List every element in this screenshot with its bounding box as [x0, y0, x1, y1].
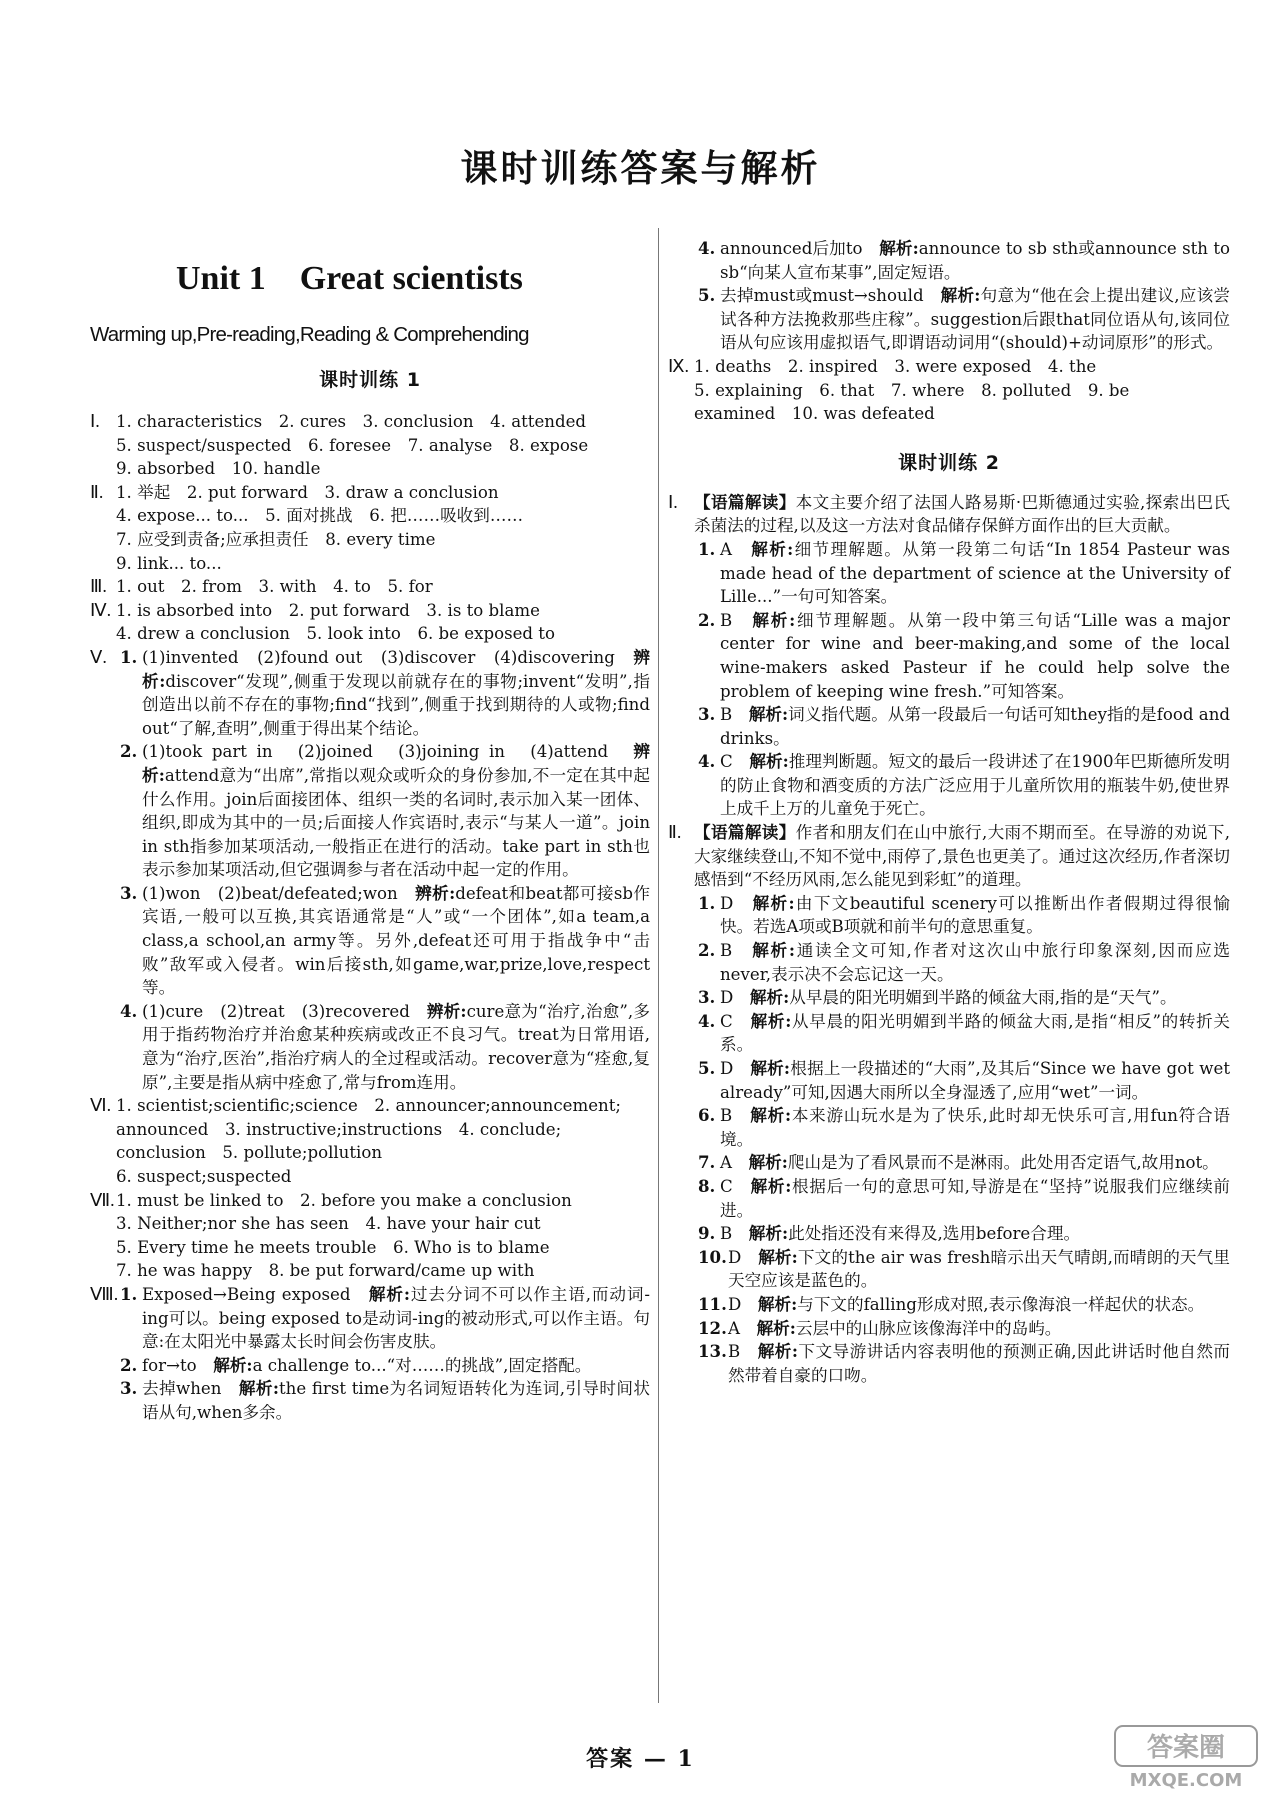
answer-item	[694, 892, 1230, 939]
item-number: 4.	[698, 1010, 716, 1031]
answer-line: 5. explaining 6. that 7. where 8. polluted 9. be	[694, 380, 1130, 400]
answer-line: conclusion 5. pollute;pollution	[116, 1143, 383, 1163]
item-label: 解析:	[748, 1152, 788, 1173]
answer-line: 9. link... to...	[116, 553, 222, 573]
item-label: 解析:	[749, 987, 790, 1008]
item-body	[728, 1246, 1230, 1293]
answer-line: 1. scientist;scientific;science 2. announcer;announcement;	[116, 1096, 621, 1116]
answer-line: 7. he was happy 8. be put forward/came up with	[116, 1261, 535, 1281]
group-lines	[116, 599, 650, 646]
answer-item	[694, 538, 1230, 609]
group-lines	[116, 575, 650, 599]
section-vii-lines	[116, 1189, 650, 1283]
item-answer: A	[720, 539, 732, 559]
item-explanation: 推理判断题。短文的最后一段讲述了在1900年巴斯德所发明的防止食物和酒变质的方法广泛应用于儿童所饮用的瓶装牛奶,使世界上成千上万的儿童免于死亡。	[720, 752, 1230, 819]
item-explanation: a challenge to...“对……的挑战”,固定搭配。	[252, 1355, 592, 1375]
answer-item	[116, 740, 650, 882]
item-label: 解析:	[940, 285, 981, 306]
item-number: 3.	[120, 1378, 138, 1399]
item-answer: (1)won (2)beat/defeated;won	[142, 883, 398, 903]
answer-line: 1. characteristics 2. cures 3. conclusion 4. attended	[116, 412, 587, 431]
answer-item	[694, 750, 1230, 821]
intro-text: 本文主要介绍了法国人路易斯·巴斯德通过实验,探索出巴氏杀菌法的过程,以及这一方法对食品储存保鲜方面作出的巨大贡献。	[694, 492, 1230, 536]
item-answer: (1)cure (2)treat (3)recovered	[142, 1001, 410, 1021]
item-body	[720, 538, 1230, 609]
roman-numeral: Ⅲ.	[90, 576, 107, 597]
section-vi	[90, 1094, 650, 1188]
item-explanation: discover“发现”,侧重于发现以前就存在的事物;invent“发明”,指创造出以前不存在的事物;find“找到”,侧重于找到期待的人或物;find out“了解,查明”,侧重于得出某个结论。	[142, 671, 650, 738]
item-body	[142, 1000, 650, 1094]
answer-line: 9. absorbed 10. handle	[116, 459, 321, 479]
item-number: 3.	[698, 987, 716, 1008]
item-body	[720, 237, 1230, 284]
item-answer: D	[728, 1247, 742, 1267]
item-label: 解析:	[238, 1378, 279, 1399]
item-answer: B	[720, 1224, 733, 1244]
section-v-items	[116, 646, 650, 1094]
item-number: 4.	[120, 1000, 138, 1021]
answer-line: announced 3. instructive;instructions 4. conclude;	[116, 1119, 562, 1139]
item-label: 解析:	[751, 538, 794, 559]
answer-item	[694, 1246, 1230, 1293]
answer-line: 5. suspect/suspected 6. foresee 7. analyse 8. expose	[116, 435, 589, 455]
item-label: 辨析:	[142, 646, 651, 691]
item-answer: C	[720, 1011, 733, 1031]
lesson1-groups	[90, 410, 650, 646]
item-answer: Exposed→Being exposed	[142, 1284, 351, 1304]
item-label: 解析:	[750, 1175, 792, 1196]
lesson1-heading: 课时训练 1	[319, 369, 421, 391]
item-body	[720, 1175, 1230, 1222]
item-body	[720, 1151, 1230, 1175]
answer-item	[116, 882, 650, 1000]
item-answer: C	[720, 752, 733, 772]
answer-item	[694, 1010, 1230, 1057]
section-ix	[668, 355, 1230, 426]
item-number: 4.	[698, 751, 716, 772]
item-answer: (1)took part in (2)joined (3)joining in (4)attend	[142, 742, 609, 762]
item-body	[720, 609, 1230, 703]
item-explanation: 下文的the air was fresh暗示出天气晴朗,而晴朗的天气里天空应该是蓝色的。	[728, 1247, 1230, 1291]
item-explanation: 通读全文可知,作者对这次山中旅行印象深刻,因而应选never,表示决不会忘记这一天。	[720, 941, 1230, 984]
roman-numeral: Ⅰ.	[90, 411, 100, 431]
item-number: 12.	[698, 1317, 727, 1338]
section-vii	[90, 1189, 650, 1283]
item-explanation: 从早晨的阳光明媚到半路的倾盆大雨,指的是“天气”。	[789, 988, 1177, 1008]
item-number: 1.	[120, 646, 138, 667]
answer-line: examined 10. was defeated	[694, 404, 935, 424]
intro-text: 作者和朋友们在山中旅行,大雨不期而至。在导游的劝说下,大家继续登山,不知不觉中,雨停了,景色也更美了。通过这次经历,作者深切感悟到“不经历风雨,怎么能见到彩虹”的道理。	[694, 823, 1230, 890]
item-label: 解析:	[748, 1223, 789, 1244]
item-body	[728, 1340, 1230, 1387]
answer-group	[90, 575, 650, 599]
item-number: 10.	[698, 1246, 727, 1267]
item-number: 5.	[698, 285, 716, 306]
item-answer: D	[728, 1294, 742, 1314]
item-label: 解析:	[757, 1341, 798, 1362]
item-number: 7.	[698, 1152, 716, 1173]
item-body	[142, 740, 650, 882]
answer-line: 1. is absorbed into 2. put forward 3. is to blame	[116, 600, 540, 620]
item-label: 解析:	[368, 1283, 410, 1304]
item-body	[142, 882, 650, 1000]
item-explanation: 词义指代题。从第一段最后一句话可知they指的是food and drinks。	[720, 705, 1231, 748]
item-answer: B	[720, 1106, 733, 1126]
answer-line: 3. Neither;nor she has seen 4. have your hair cut	[116, 1214, 541, 1234]
item-label: 解析:	[757, 1293, 798, 1314]
answer-line: 1. 举起 2. put forward 3. draw a conclusion	[116, 482, 499, 502]
item-explanation: 此处指还没有来得及,选用before合理。	[788, 1224, 1081, 1244]
section-v	[90, 646, 650, 1094]
item-label: 解析:	[749, 751, 789, 772]
item-number: 3.	[698, 704, 716, 725]
answer-line: 7. 应受到责备;应承担责任 8. every time	[116, 529, 436, 549]
item-explanation: the first time为名词短语转化为连词,引导时间状语从句,when多余。	[142, 1379, 650, 1422]
item-body	[728, 1293, 1230, 1317]
answer-item	[694, 1151, 1230, 1175]
answer-item	[694, 1340, 1230, 1387]
roman-numeral: Ⅳ.	[90, 599, 112, 620]
item-label: 解析:	[752, 892, 795, 913]
roman-numeral: Ⅴ.	[90, 646, 107, 667]
item-label: 解析:	[879, 238, 919, 258]
item-number: 4.	[698, 238, 716, 258]
answer-line: 6. suspect;suspected	[116, 1167, 292, 1186]
item-explanation: attend意为“出席”,常指以观众或听众的身份参加,不一定在其中起什么作用。join后面接团体、组织一类的名词时,表示加入某一团体、组织,即成为其中的一员;后面接人作宾语时,表示“与某人一道”。join in sth指参加某项活动,一般指正在进行的活动。take part in sth也表示参加某项活动,但它强调参与者在活动中起一定的作用。	[142, 765, 650, 880]
section-subtitle: Warming up,Pre-reading,Reading & Comprehending	[90, 323, 529, 346]
answer-line: 5. Every time he meets trouble 6. Who is to blame	[116, 1237, 550, 1257]
watermark-logo	[1111, 1722, 1261, 1792]
item-label: 辨析:	[142, 741, 650, 785]
answer-line: 1. must be linked to 2. before you make a conclusion	[116, 1190, 572, 1210]
item-body	[720, 1104, 1230, 1151]
item-label: 辨析:	[426, 1000, 467, 1021]
answer-item	[116, 1354, 650, 1378]
item-answer: B	[720, 610, 733, 630]
answer-line: 4. expose... to... 5. 面对挑战 6. 把……吸收到……	[116, 506, 524, 526]
roman-numeral: Ⅷ.	[90, 1283, 119, 1304]
right-column	[668, 237, 1230, 1387]
item-label: 解析:	[750, 1058, 791, 1078]
item-explanation: 下文导游讲话内容表明他的预测正确,因此讲话时他自然而然带着自豪的口吻。	[728, 1342, 1230, 1385]
item-answer: (1)invented (2)found out (3)discover (4)discovering	[142, 647, 615, 667]
item-body	[720, 284, 1230, 355]
item-answer: C	[720, 1176, 733, 1196]
page-number: 答案 — 1	[586, 1746, 695, 1772]
item-explanation: 过去分词不可以作主语,而动词-ing可以。being exposed to是动词-ing的被动形式,可以作主语。句意:在太阳光中暴露太长时间会伤害皮肤。	[142, 1284, 650, 1352]
item-body	[720, 939, 1230, 986]
item-explanation: 句意为“他在会上提出建议,应该尝试各种方法挽救那些庄稼”。suggestion后跟that同位语从句,该同位语从句应该用虚拟语气,即谓语动词用“(should)+动词原形”的形式。	[720, 286, 1230, 353]
answer-item	[694, 237, 1230, 284]
item-number: 9.	[698, 1223, 716, 1244]
answer-item	[694, 1104, 1230, 1151]
item-explanation: announce to sb sth或announce sth to sb“向某人宣布某事”,固定短语。	[720, 239, 1231, 282]
answer-item	[694, 986, 1230, 1010]
item-number: 1.	[120, 1283, 138, 1304]
page-title: 课时训练答案与解析	[460, 147, 821, 190]
item-answer: A	[728, 1318, 740, 1338]
item-body	[728, 1317, 1230, 1341]
discourse-intro	[694, 491, 1230, 538]
item-label: 解析:	[748, 704, 789, 725]
answer-group	[90, 410, 650, 481]
answer-item	[694, 1317, 1230, 1341]
item-label: 辨析:	[415, 882, 456, 903]
section-viii-continued	[668, 237, 1230, 355]
item-explanation: 细节理解题。从第一段中第三句话“Lille was a major center for wine and beer-making,and some of the local wine-makers asked Pasteur if he could help solve the problem of keeping wine fresh.”可知答案。	[720, 610, 1230, 701]
item-body	[142, 646, 650, 740]
roman-numeral: Ⅸ.	[668, 355, 690, 376]
answer-item	[694, 703, 1230, 750]
item-body	[720, 986, 1230, 1010]
answer-item	[694, 1175, 1230, 1222]
item-answer: 去掉must或must→should	[720, 286, 924, 306]
item-label: 解析:	[750, 1105, 792, 1126]
item-explanation: 爬山是为了看风景而不是淋雨。此处用否定语气,故用not。	[787, 1153, 1219, 1173]
item-answer: announced后加to	[720, 239, 863, 258]
item-number: 2.	[698, 940, 716, 961]
item-number: 1.	[698, 892, 716, 913]
answer-item	[694, 1057, 1230, 1104]
answer-line: 1. deaths 2. inspired 3. were exposed 4. the	[694, 356, 1097, 376]
item-explanation: 本来游山玩水是为了快乐,此时却无快乐可言,用fun符合语境。	[720, 1106, 1230, 1149]
item-number: 2.	[698, 609, 716, 630]
item-explanation: 从早晨的阳光明媚到半路的倾盆大雨,是指“相反”的转折关系。	[720, 1011, 1230, 1055]
item-body	[720, 703, 1230, 750]
lesson2-i-items	[694, 538, 1230, 821]
section-viii	[90, 1283, 650, 1425]
item-answer: 去掉when	[142, 1379, 222, 1399]
item-answer: D	[720, 1059, 734, 1078]
item-answer: D	[720, 893, 734, 913]
item-body	[142, 1354, 650, 1378]
item-label: 解析:	[756, 1317, 796, 1338]
item-body	[720, 1010, 1230, 1057]
unit-title: Unit 1 Great scientists	[176, 260, 523, 297]
lesson2-ii-items	[694, 892, 1230, 1387]
answer-item	[694, 284, 1230, 355]
lesson2-section-i	[668, 491, 1230, 821]
item-explanation: 与下文的falling形成对照,表示像海浪一样起伏的状态。	[797, 1294, 1205, 1314]
item-number: 13.	[698, 1341, 727, 1362]
answer-group	[90, 599, 650, 646]
item-explanation: 根据上一段描述的“大雨”,及其后“Since we have got wet already”可知,因遇大雨所以全身湿透了,应用“wet”一词。	[720, 1059, 1230, 1102]
item-number: 2.	[120, 741, 138, 762]
answer-item	[694, 609, 1230, 703]
column-divider	[658, 228, 659, 1703]
item-number: 8.	[698, 1175, 716, 1196]
answer-line: 4. drew a conclusion 5. look into 6. be exposed to	[116, 624, 555, 644]
group-lines	[116, 481, 650, 575]
item-label: 解析:	[750, 1010, 792, 1031]
item-label: 解析:	[758, 1246, 798, 1267]
item-body	[720, 892, 1230, 939]
item-answer: B	[720, 941, 733, 961]
item-body	[142, 1283, 650, 1354]
section-viii-items	[116, 1283, 650, 1425]
left-column	[90, 230, 650, 1425]
item-answer: A	[720, 1153, 732, 1173]
answer-item	[116, 1283, 650, 1354]
watermark-url: MXQE.COM	[1129, 1770, 1243, 1791]
item-answer: B	[720, 705, 733, 725]
section-viii-items-continued	[694, 237, 1230, 355]
item-number: 1.	[698, 538, 716, 559]
item-answer: for→to	[142, 1355, 197, 1375]
answer-line: 1. out 2. from 3. with 4. to 5. for	[116, 577, 433, 597]
answer-item	[116, 1377, 650, 1424]
item-explanation: 由下文beautiful scenery可以推断出作者假期过得很愉快。若选A项或B项就和前半句的意思重复。	[720, 893, 1231, 937]
roman-numeral: Ⅱ.	[90, 481, 104, 502]
lesson2-heading: 课时训练 2	[898, 451, 1000, 474]
item-body	[720, 750, 1230, 821]
item-explanation: cure意为“治疗,治愈”,多用于指药物治疗并治愈某种疾病或改正不良习气。treat为日常用语,意为“治疗,医治”,指治疗病人的全过程或活动。recover意为“痊愈,复原”,主要是指从病中痊愈了,常与from连用。	[142, 1001, 650, 1092]
watermark-text: 答案圈	[1146, 1733, 1226, 1763]
item-label: 解析:	[752, 940, 795, 961]
section-ix-lines	[694, 355, 1230, 426]
answer-item	[116, 646, 650, 740]
intro-label: 【语篇解读】	[694, 491, 796, 512]
lesson2-section-ii	[668, 821, 1230, 1387]
answer-item	[694, 1222, 1230, 1246]
item-label: 解析:	[752, 609, 796, 630]
item-number: 5.	[698, 1058, 716, 1078]
item-body	[720, 1057, 1230, 1104]
section-vi-lines	[116, 1094, 650, 1188]
item-number: 6.	[698, 1105, 716, 1126]
answer-group	[90, 481, 650, 575]
item-label: 解析:	[213, 1354, 253, 1375]
item-number: 11.	[698, 1293, 727, 1314]
item-explanation: 细节理解题。从第一段第二句话“In 1854 Pasteur was made head of the department of science at the University of Lille...”一句可知答案。	[720, 539, 1231, 607]
roman-numeral: Ⅶ.	[90, 1189, 115, 1210]
answer-item	[116, 1000, 650, 1094]
item-body	[142, 1377, 650, 1424]
answer-item	[694, 939, 1230, 986]
group-lines	[116, 410, 650, 481]
discourse-intro	[694, 821, 1230, 892]
roman-numeral: Ⅰ.	[668, 491, 678, 512]
roman-numeral: Ⅵ.	[90, 1095, 112, 1116]
item-body	[720, 1222, 1230, 1246]
item-explanation: 云层中的山脉应该像海洋中的岛屿。	[795, 1318, 1062, 1338]
answer-item	[694, 1293, 1230, 1317]
item-explanation: defeat和beat都可接sb作宾语,一般可以互换,其宾语通常是“人”或“一个团体”,如a team,a class,a school,an army等。另外,defeat还可用于指战争中“击败”敌军或入侵者。win后接sth,如game,war,prize,love,respect等。	[142, 883, 650, 998]
item-explanation: 根据后一句的意思可知,导游是在“坚持”说服我们应继续前进。	[720, 1176, 1230, 1220]
item-number: 3.	[120, 882, 138, 903]
item-number: 2.	[120, 1354, 138, 1375]
item-answer: D	[720, 988, 734, 1008]
item-answer: B	[728, 1342, 741, 1362]
roman-numeral: Ⅱ.	[668, 822, 682, 843]
intro-label: 【语篇解读】	[694, 822, 796, 843]
